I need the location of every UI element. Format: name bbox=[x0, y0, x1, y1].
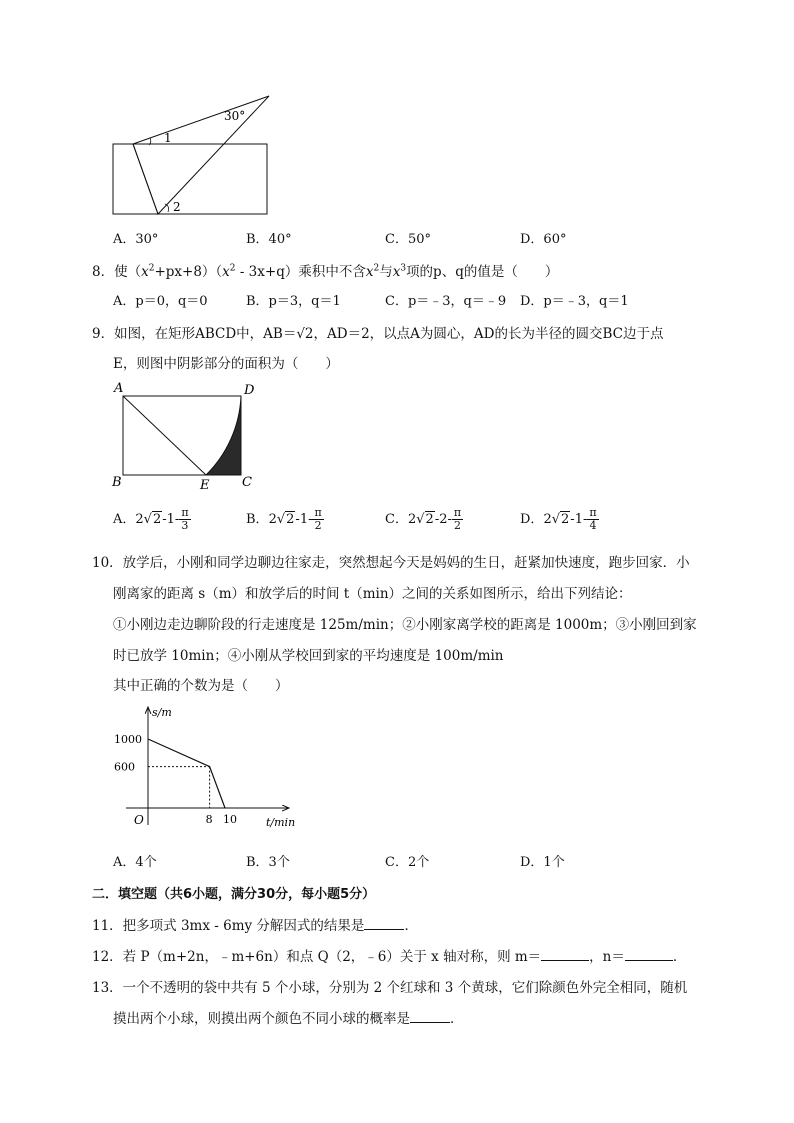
q9-option-a[interactable]: A．2√2-1- $\frac{\pi}{3}$ bbox=[113, 506, 189, 532]
x-axis-label: t/min bbox=[266, 816, 296, 829]
q12-m-blank[interactable] bbox=[541, 948, 589, 961]
q10-chart bbox=[108, 700, 308, 835]
q9-option-d[interactable]: D．2√2-1- $\frac{\pi}{4}$ bbox=[520, 506, 597, 532]
series-line bbox=[148, 739, 225, 808]
angle-30-label: 30° bbox=[224, 109, 246, 123]
y-tick-label: 1000 bbox=[114, 733, 142, 746]
label-A: A bbox=[114, 381, 124, 396]
q8-stem: 8．使$(x^2+px+8)(x^2 - 3x+q)$乘积中不含$x^2$与$x^3$项的p、q的值是（ ） bbox=[92, 263, 559, 280]
q10-option-a[interactable]: A．4个 bbox=[113, 855, 157, 870]
q11-stem: 11．把多项式 3mx - 6my 分解因式的结果是 ． bbox=[92, 918, 418, 934]
angle-2-label: 2 bbox=[173, 200, 181, 214]
shaded-region bbox=[206, 396, 241, 475]
q8-option-b[interactable]: B．p＝3，q＝1 bbox=[246, 294, 341, 309]
q8-option-c[interactable]: C．p＝﹣3，q＝﹣9 bbox=[385, 294, 507, 309]
q8-option-d[interactable]: D．p＝﹣3，q＝1 bbox=[520, 294, 629, 309]
angle-1-label: 1 bbox=[164, 131, 172, 145]
q9-figure bbox=[108, 378, 260, 490]
q10-option-c[interactable]: C．2个 bbox=[385, 855, 430, 870]
q8-option-a[interactable]: A．p＝0，q＝0 bbox=[113, 294, 208, 309]
q9-stem-line2: E，则图中阴影部分的面积为（ ） bbox=[113, 356, 339, 372]
q7-option-c[interactable]: C．50° bbox=[385, 232, 431, 247]
q12-n-blank[interactable] bbox=[625, 948, 673, 961]
q9-option-c[interactable]: C．2√2-2- $\frac{\pi}{2}$ bbox=[385, 506, 462, 532]
origin-label: O bbox=[134, 813, 144, 827]
q10-stem-line1: 10．放学后，小刚和同学边聊边往家走，突然想起今天是妈妈的生日，赶紧加快速度，跑步回家．小 bbox=[92, 555, 690, 571]
q10-stem-line3: ①小刚边走边聊阶段的行走速度是 125m/min；②小刚家离学校的距离是 1000m；③小刚回到家 bbox=[113, 617, 697, 633]
q13-stem-line1: 13．一个不透明的袋中共有 5 个小球，分别为 2 个红球和 3 个黄球，它们除颜色外完全相同，随机 bbox=[92, 980, 688, 996]
label-C: C bbox=[242, 475, 252, 490]
q10-stem-line5: 其中正确的个数为是（ ） bbox=[113, 678, 289, 694]
triangle bbox=[133, 96, 269, 214]
q13-answer-blank[interactable] bbox=[410, 1010, 450, 1023]
y-tick-label: 600 bbox=[114, 760, 135, 774]
label-D: D bbox=[244, 383, 255, 398]
label-B: B bbox=[112, 475, 122, 490]
rectangle bbox=[113, 144, 267, 214]
q11-answer-blank[interactable] bbox=[364, 917, 404, 930]
section-heading: 二．填空题（共6小题，满分30分，每小题5分） bbox=[92, 887, 376, 902]
q10-option-b[interactable]: B．3个 bbox=[246, 855, 290, 870]
q7-option-b[interactable]: B．40° bbox=[246, 232, 292, 247]
q9-stem-line1: 9．如图，在矩形ABCD中，AB＝√2，AD＝2，以点A为圆心，AD的长为半径的圆交BC边于点 bbox=[92, 326, 664, 342]
q13-stem-line2: 摸出两个小球，则摸出两个颜色不同小球的概率是 ． bbox=[113, 1011, 464, 1027]
q7-option-d[interactable]: D．60° bbox=[520, 232, 567, 247]
y-axis-label: s/m bbox=[152, 706, 172, 719]
q7-option-a[interactable]: A．30° bbox=[113, 232, 159, 247]
q7-figure bbox=[108, 92, 276, 220]
q12-stem: 12．若 P（m+2n，﹣m+6n）和点 Q（2，﹣6）关于 x 轴对称，则 m＝ ，n＝ ． bbox=[92, 949, 687, 965]
x-tick-label: 10 bbox=[223, 813, 237, 826]
label-E: E bbox=[200, 478, 210, 490]
q10-stem-line2: 刚离家的距离 s（m）和放学后的时间 t（min）之间的关系如图所示，给出下列结论： bbox=[113, 586, 632, 602]
q10-option-d[interactable]: D．1个 bbox=[520, 855, 565, 870]
q10-stem-line4: 时已放学 10min；④小刚从学校回到家的平均速度是 100m/min bbox=[113, 648, 504, 664]
x-tick-label: 8 bbox=[205, 813, 213, 826]
q9-option-b[interactable]: B．2√2-1- $\frac{\pi}{2}$ bbox=[246, 506, 322, 532]
